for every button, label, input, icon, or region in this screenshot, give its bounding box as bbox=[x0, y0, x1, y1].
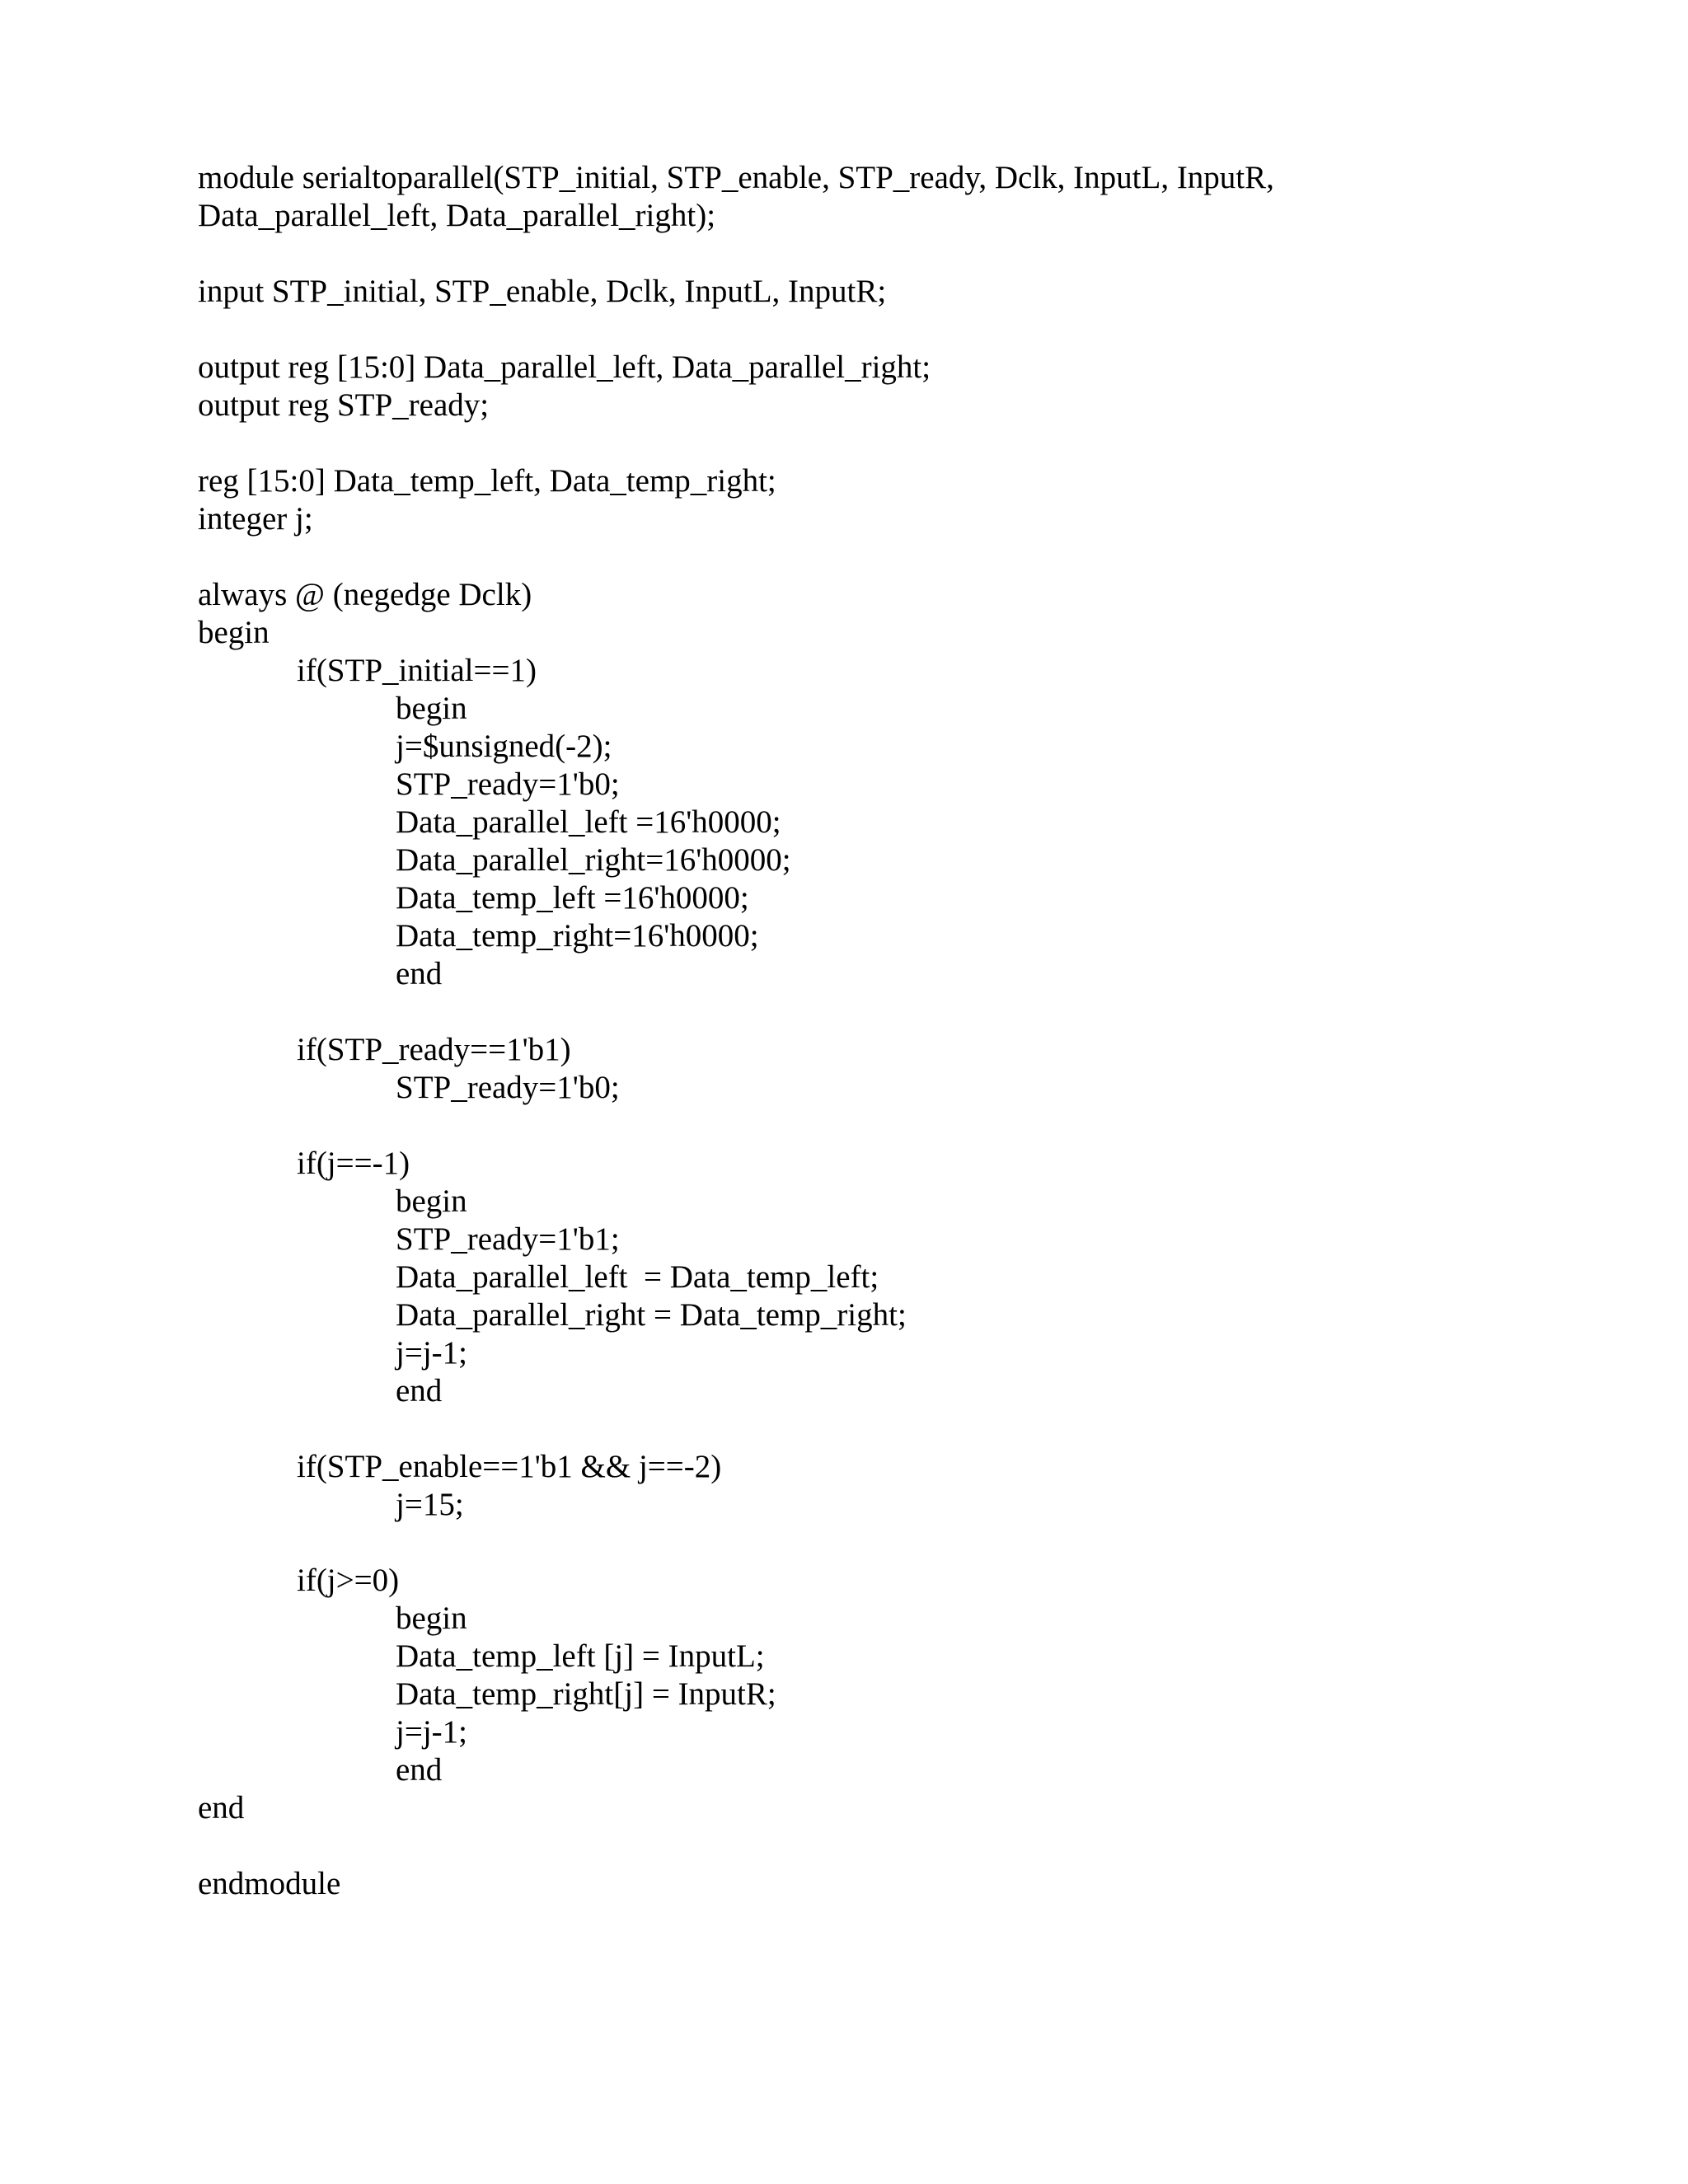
code-line: Data_temp_left [j] = InputL; bbox=[396, 1638, 765, 1674]
code-line: output reg STP_ready; bbox=[198, 387, 490, 423]
code-line: j=j-1; bbox=[396, 1714, 467, 1750]
code-line: if(STP_ready==1'b1) bbox=[297, 1032, 571, 1067]
code-line: if(j>=0) bbox=[297, 1563, 400, 1598]
blank-line bbox=[198, 311, 1599, 349]
code-line: Data_parallel_left, Data_parallel_right); bbox=[198, 198, 716, 233]
code-line: input STP_initial, STP_enable, Dclk, InputL, InputR; bbox=[198, 274, 887, 309]
code-line: end bbox=[396, 1373, 443, 1408]
code-line: end bbox=[396, 956, 443, 991]
code-line: j=$unsigned(-2); bbox=[396, 729, 612, 764]
code-line: Data_parallel_left = Data_temp_left; bbox=[396, 1259, 879, 1295]
blank-line bbox=[198, 1107, 1599, 1145]
code-line: STP_ready=1'b0; bbox=[396, 1070, 620, 1105]
code-line: integer j; bbox=[198, 501, 313, 537]
blank-line bbox=[198, 1827, 1599, 1865]
code-line: Data_temp_right[j] = InputR; bbox=[396, 1676, 776, 1712]
blank-line bbox=[198, 538, 1599, 576]
code-line: Data_temp_right=16'h0000; bbox=[396, 918, 759, 954]
code-line: begin bbox=[396, 1601, 467, 1636]
code-line: Data_parallel_right=16'h0000; bbox=[396, 842, 791, 878]
verilog-code-block bbox=[198, 159, 1599, 1903]
code-line: j=j-1; bbox=[396, 1335, 467, 1371]
code-line: STP_ready=1'b0; bbox=[396, 766, 620, 802]
code-line: Data_temp_left =16'h0000; bbox=[396, 880, 749, 916]
code-line: begin bbox=[396, 1183, 467, 1219]
code-line: end bbox=[396, 1752, 443, 1788]
code-line: STP_ready=1'b1; bbox=[396, 1221, 620, 1257]
code-line: begin bbox=[396, 691, 467, 726]
code-line: end bbox=[198, 1790, 245, 1825]
code-line: Data_parallel_right = Data_temp_right; bbox=[396, 1297, 907, 1333]
code-line: j=15; bbox=[396, 1487, 464, 1522]
code-line: begin bbox=[198, 615, 270, 650]
blank-line bbox=[198, 1410, 1599, 1448]
code-line: output reg [15:0] Data_parallel_left, Data_parallel_right; bbox=[198, 349, 931, 385]
code-line: if(STP_initial==1) bbox=[297, 653, 537, 688]
code-line: if(STP_enable==1'b1 && j==-2) bbox=[297, 1449, 722, 1484]
blank-line bbox=[198, 993, 1599, 1031]
blank-line bbox=[198, 424, 1599, 462]
code-line: always @ (negedge Dclk) bbox=[198, 577, 532, 612]
blank-line bbox=[198, 1524, 1599, 1562]
code-line: module serialtoparallel(STP_initial, STP_enable, STP_ready, Dclk, InputL, InputR, bbox=[198, 160, 1274, 195]
code-line: if(j==-1) bbox=[297, 1146, 410, 1181]
blank-line bbox=[198, 235, 1599, 273]
code-line: Data_parallel_left =16'h0000; bbox=[396, 804, 781, 840]
code-line: reg [15:0] Data_temp_left, Data_temp_right; bbox=[198, 463, 776, 499]
code-line: endmodule bbox=[198, 1866, 341, 1901]
